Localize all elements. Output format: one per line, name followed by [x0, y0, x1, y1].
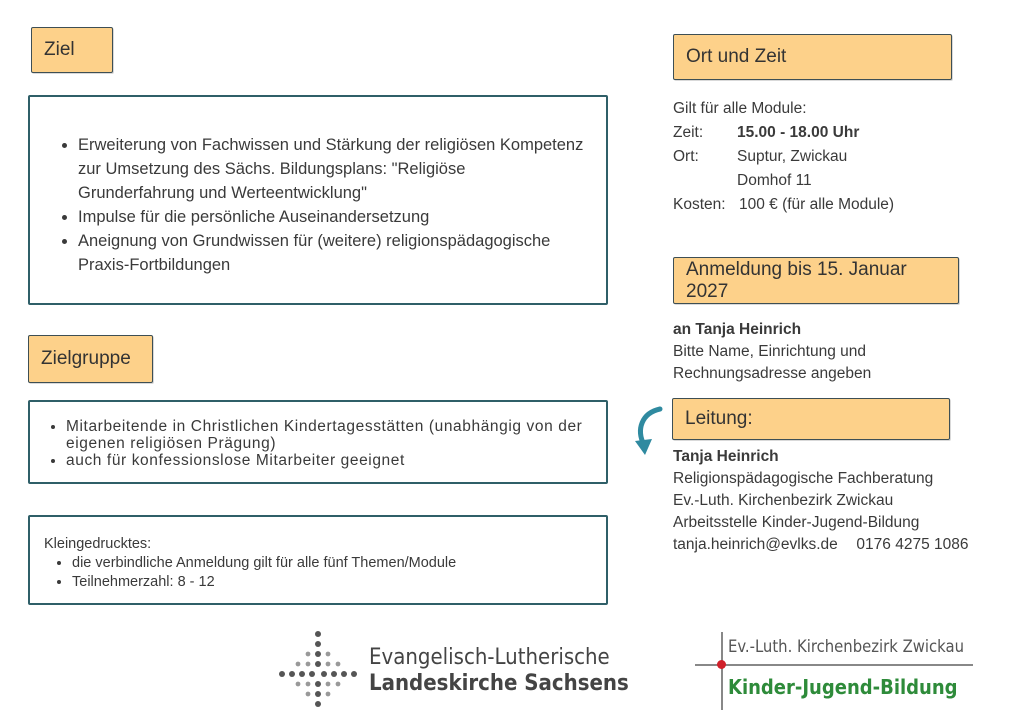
- leitung-details: [673, 446, 1018, 556]
- zielgruppe-box: [28, 400, 608, 484]
- kjb-logo-line-2: Kinder-Jugend-Bildung: [728, 675, 958, 699]
- list-item: • Impulse für die persönliche Auseinandersetzung: [78, 205, 586, 229]
- anmeldung-heading-tag: [673, 257, 959, 304]
- anmeldung-heading: Anmeldung bis 15. Januar 2027: [686, 258, 907, 302]
- phone-number: 0176 4275 1086: [856, 536, 969, 553]
- kleingedrucktes-heading: Kleingedrucktes:: [44, 536, 152, 552]
- zielgruppe-heading-tag: [28, 335, 153, 383]
- leitung-heading-tag: [672, 398, 950, 440]
- leitung-role: Religionspädagogische Fachberatung: [673, 470, 934, 487]
- zielgruppe-heading: Zielgruppe: [41, 348, 131, 369]
- kosten-value: 100 € (für alle Module): [739, 196, 895, 213]
- landeskirche-logo-line-2: Landeskirche Sachsens: [369, 671, 629, 696]
- ziel-heading: Ziel: [44, 39, 75, 60]
- anmeldung-note-2: Rechnungsadresse angeben: [673, 365, 872, 382]
- kleingedrucktes-box: [28, 515, 608, 605]
- kjb-logo-line-1: Ev.-Luth. Kirchenbezirk Zwickau: [728, 637, 964, 656]
- ort-zeit-heading: Ort und Zeit: [686, 46, 787, 67]
- leitung-org: Ev.-Luth. Kirchenbezirk Zwickau: [673, 492, 894, 509]
- landeskirche-logo-text: [369, 645, 629, 697]
- email-link[interactable]: tanja.heinrich@evlks.de: [673, 536, 838, 553]
- kjb-logo: [695, 632, 980, 710]
- list-item: • Mitarbeitende in Christlichen Kindertagesstätten (unabhängig von der eigenen religiösen Prägung): [66, 418, 586, 452]
- ort-zeit-details: [673, 97, 1013, 217]
- kjb-logo-horizontal-line: [695, 664, 973, 666]
- leitung-contact: [673, 534, 1018, 556]
- zeit-value: 15.00 - 18.00 Uhr: [737, 124, 860, 141]
- leitung-heading: Leitung:: [685, 408, 753, 429]
- zeit-label: Zeit:: [673, 124, 704, 141]
- curved-arrow-icon: [630, 405, 666, 459]
- ort-label: Ort:: [673, 148, 699, 165]
- anmeldung-note: Bitte Name, Einrichtung und: [673, 343, 866, 360]
- anmeldung-recipient: an Tanja Heinrich: [673, 321, 802, 338]
- ort-value-street: Domhof 11: [737, 172, 812, 189]
- ziel-box: [28, 95, 608, 305]
- landeskirche-logo-line-1: Evangelisch-Lutherische: [369, 645, 610, 670]
- list-item: • Erweiterung von Fachwissen und Stärkung der religiösen Kompetenz zur Umsetzung des Sächs. Bildungsplans: "Religiöse Grunderfahrung und Werteentwicklung": [78, 133, 586, 205]
- ort-value: Suptur, Zwickau: [737, 148, 848, 165]
- list-item: • die verbindliche Anmeldung gilt für alle fünf Themen/Module: [72, 554, 586, 573]
- landeskirche-cross-logo-icon: [278, 630, 358, 710]
- leitung-office: Arbeitsstelle Kinder-Jugend-Bildung: [673, 514, 920, 531]
- ziel-heading-tag: [31, 27, 113, 73]
- list-item: • Aneignung von Grundwissen für (weitere) religionspädagogische Praxis-Fortbildungen: [78, 229, 586, 277]
- anmeldung-details: [673, 319, 1013, 385]
- list-item: • auch für konfessionslose Mitarbeiter geeignet: [66, 452, 586, 469]
- zielgruppe-list: [46, 418, 586, 469]
- kjb-logo-dot: [717, 660, 726, 669]
- list-item: • Teilnehmerzahl: 8 - 12: [72, 573, 586, 592]
- kjb-logo-vertical-line: [721, 632, 723, 710]
- kosten-label: Kosten:: [673, 196, 726, 213]
- kleingedrucktes-list: [44, 554, 586, 592]
- leitung-name: Tanja Heinrich: [673, 448, 779, 465]
- ort-zeit-intro: Gilt für alle Module:: [673, 100, 807, 117]
- ziel-list: [58, 133, 586, 277]
- ort-zeit-heading-tag: [673, 34, 952, 80]
